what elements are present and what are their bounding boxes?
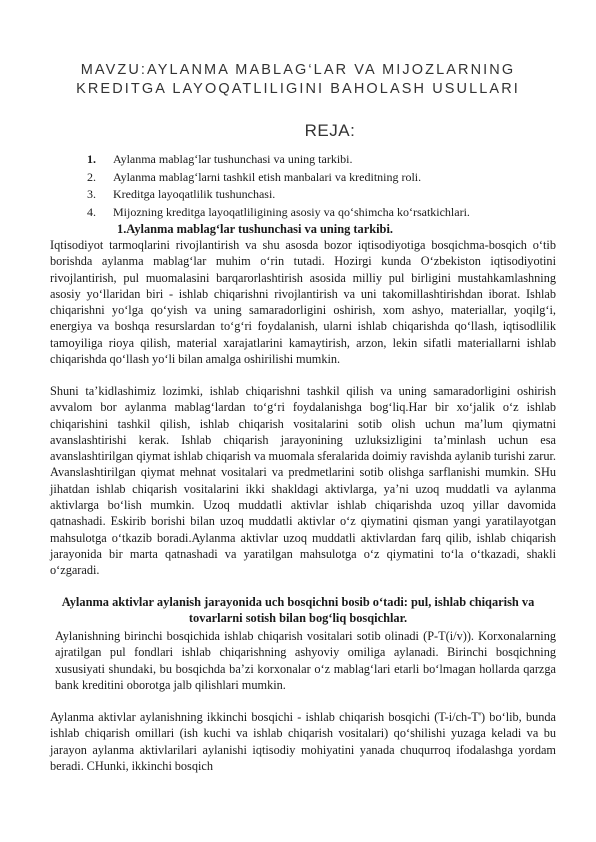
- plan-item: [87, 169, 557, 187]
- plan-item-text: Kreditga layoqatlilik tushunchasi.: [113, 187, 276, 201]
- paragraph-3: Aylanishning birinchi bosqichida ishlab chiqarish vositalari sotib olinadi (P-T(i/v)). Korxonalarning ajratilgan pul fondlari ishlab chiqarishning ashyoviy omiliga aylanadi. Birinchi bosqichning xususiyati shundaki, bu bosqichda ba’zi korxonalar o‘z mablag‘lari etarli bo‘lmagan hollarda qarzga bank kreditini oborotga jalb qilishlari mumkin.: [55, 629, 556, 692]
- section-heading: 1.Aylanma mablag‘lar tushunchasi va uning tarkibi.: [117, 222, 393, 236]
- plan-item-text: Mijozning kreditga layoqatliligining asosiy va qo‘shimcha ko‘rsatkichlari.: [113, 204, 470, 219]
- document-title: MAVZU:AYLANMA MABLAG‘LAR VA MIJOZLARNING KREDITGA LAYOQATLILIGINI BAHOLASH USULLARI: [76, 62, 520, 97]
- plan-item-number: 1.: [87, 152, 96, 166]
- plan-item-text: Aylanma mablag‘lar tushunchasi va uning tarkibi.: [113, 152, 353, 166]
- plan-heading: REJA:: [304, 121, 356, 140]
- plan-item-number: 2.: [87, 169, 96, 184]
- plan-item-number: 3.: [87, 187, 96, 201]
- paragraph-1: Iqtisodiyot tarmoqlarini rivojlantirish va shu asosda bozor iqtisodiyotiga bosqichma-bosqich o‘tib borishda aylanma mablag‘lar muhim o‘rin tutadi. Hozirgi kunda O‘zbekiston iqtisodiyotini rivojlantirish, pul muomalasini barqarorlashtirish asosida milliy pul birligini mustahkamlashning asosiy yo‘llaridan biri - ishlab chiqarishni rivojlantirish va uni takomillashtirishdan iborat. Ishlab chiqarishni yo‘lga qo‘yish va uning samaradorligini oshirish, xom ashyo, materiallar, yoqilg‘i, energiya va boshqa resurslardan to‘g‘ri foydalanish, ularni ishlab chiqarishda qo‘llash, iqtisodlilik tamoyiliga rioya qilish, material xarajatlarini kamaytirish, arzon, lekin sifatli materiallarni ishlab chiqarishda qo‘llash yo‘li bilan amalga oshirilishi mumkin.: [50, 238, 556, 367]
- plan-item-number: 4.: [87, 204, 96, 219]
- plan-item: [87, 186, 557, 204]
- plan-list: [87, 151, 557, 221]
- paragraph-4: Aylanma aktivlar aylanishning ikkinchi bosqichi - ishlab chiqarish bosqichi (T-i/ch-T') bo‘lib, bunda ishlab chiqarish omillari (ish kuchi va ishlab chiqarish vositalari) qo‘shilishi yuzaga keladi va bu jarayon aylanma aktivlarilari aylanishi iqtisodiy mohiyatini yanada chuqurroq ifodalashga yordam beradi. CHunki, ikkinchi bosqich: [50, 710, 556, 773]
- plan-item: [87, 204, 557, 222]
- paragraph-2: Shuni ta’kidlashimiz lozimki, ishlab chiqarishni tashkil qilish va uning samaradorligini oshirish avvalom bor aylanma mablag‘lardan to‘g‘ri foydalanishga bog‘liq.Har bir xo‘jalik o‘z ishlab chiqarishini tashkil qilish, ishlab chiqarish vositalarini sotib olish uchun ma’lum qiymatni avanslashtirishi kerak. Ishlab chiqarish jarayonining uzluksizligini ta’minlash uchun esa avanslashtirilgan qiymat ishlab chiqarish va muomala sferalarida doimiy ravishda aylanib turishi zarur. Avanslashtirilgan qiymat mehnat vositalari va predmetlarini sotib olishga sarflanishi mumkin. SHu jihatdan ishlab chiqarish vositalarini ikki shakldagi aktivlarga, ya’ni uzoq muddatli va aylanma aktivlarga bo‘lish mumkin. Uzoq muddatli aktivlar ishlab chiqarishda uzoq yillar davomida qatnashadi. Eskirib borishi bilan uzoq muddatli aktivlar o‘z qiymatini qisman yangi yaratilayotgan mahsulotga o‘tkazib boradi.Aylanma aktivlar uzoq muddatli aktivlardan farq qilib, ishlab chiqarish jarayonida bir marta qatnashadi va yaratilgan mahsulotga o‘z qiymatini to‘la o‘tkazadi, shakli o‘zgaradi.: [50, 384, 556, 578]
- plan-item: [87, 151, 557, 169]
- plan-item-text: Aylanma mablag‘larni tashkil etish manbalari va kreditning roli.: [113, 169, 422, 184]
- stages-heading: Aylanma aktivlar aylanish jarayonida uch bosqichni bosib o‘tadi: pul, ishlab chiqarish va tovarlarni sotish bilan bog‘liq bosqichlar.: [61, 595, 535, 625]
